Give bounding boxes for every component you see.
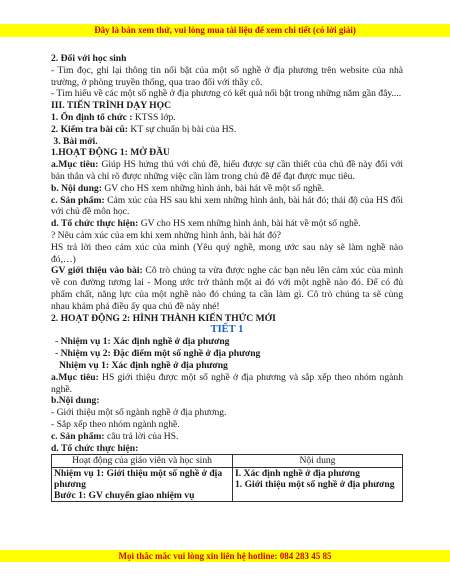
label: d. Tổ chức thực hiện:: [51, 218, 141, 230]
cell-line: Bước 1: GV chuyển giao nhiệm vụ: [54, 490, 195, 502]
paragraph: ? Nêu cảm xúc của em khi xem những hình ảnh, bài hát đó?: [51, 229, 282, 241]
paragraph: [51, 112, 403, 124]
activity-heading: 2. HOẠT ĐỘNG 2: HÌNH THÀNH KIẾN THỨC MỚI: [51, 312, 276, 324]
label: c. Sản phẩm:: [51, 430, 107, 442]
subheading: 3. Bài mới.: [51, 135, 98, 147]
label: b.Nội dung:: [51, 395, 100, 407]
table-header: Hoạt động của giáo viên và học sinh: [52, 455, 233, 467]
paragraph: [51, 124, 403, 136]
document-body: [51, 53, 403, 502]
text: Cảm xúc của HS sau khi xem những hình ảnh, bài hát đó; thái độ của HS đối với chủ đề môn học.: [51, 194, 403, 218]
label: 2. Kiểm tra bài cũ:: [51, 123, 131, 135]
task-item: - Nhiệm vụ 1: Xác định nghề ở địa phương: [55, 336, 230, 348]
table-cell: [233, 467, 403, 502]
section-heading: III. TIẾN TRÌNH DẠY HỌC: [51, 100, 172, 112]
preview-banner: Đây là bản xem thử, vui lòng mua tài liệu để xem chi tiết (có lời giải): [0, 24, 450, 37]
paragraph: [51, 372, 403, 396]
label: b. Nội dung:: [51, 182, 105, 194]
heading-students: 2. Đối với học sinh: [51, 53, 127, 64]
table-header: Nội dung: [233, 455, 403, 467]
paragraph: [51, 265, 403, 312]
activity-heading: 1.HOẠT ĐỘNG 1: MỞ ĐẦU: [51, 147, 170, 159]
paragraph: - Sắp xếp theo nhóm ngành nghề.: [51, 418, 180, 430]
paragraph: [51, 218, 403, 230]
table-header-row: [52, 455, 403, 467]
cell-line: Nhiệm vụ 1: Giới thiệu một số nghề ở địa phương: [54, 467, 223, 490]
paragraph: [51, 431, 403, 443]
table-cell: [52, 467, 233, 502]
task-heading: Nhiệm vụ 1: Xác định nghề ở địa phương: [59, 359, 228, 371]
text: KT sự chuẩn bị bài của HS.: [130, 123, 237, 135]
table-row: [52, 467, 403, 502]
paragraph: - Giới thiệu một số ngành nghề ở địa phương.: [51, 407, 227, 419]
label: GV giới thiệu vào bài:: [51, 265, 146, 277]
text: Cô trò chúng ta vừa được nghe các bạn nêu lên cảm xúc của mình về con đường tương lai - Mong ước trở thành một ai đó với một nghề nào đó. Để có đủ phẩm chất, năng lực của một nghề nào đó chúng ta cần làm gì. Cô trò chúng ta sẽ cùng nhau khám phá điều ấy qua chủ đề này nhé!: [51, 265, 403, 312]
text: GV cho HS xem những hình ảnh, bài hát về một số nghề.: [104, 182, 325, 194]
lesson-title: TIẾT 1: [210, 324, 244, 336]
paragraph: - Tìm đọc, ghi lại thông tin nổi bật của một số nghề ở địa phương trên website của nhà trường, ở phòng truyền thống, qua trao đổi với thầy cô.: [51, 64, 403, 88]
text: GV cho HS xem những hình ảnh, bài hát về một số nghề.: [140, 218, 361, 230]
label: a.Mục tiêu:: [51, 371, 103, 383]
text: KTSS lớp.: [134, 111, 176, 123]
activity-table: [51, 454, 403, 502]
text: câu trả lời của HS.: [106, 430, 179, 442]
label: 1. Ổn định tổ chức :: [51, 111, 135, 123]
cell-line: I. Xác định nghề ở địa phương: [235, 467, 360, 479]
cell-line: 1. Giới thiệu một số nghề ở địa phương: [235, 478, 395, 490]
task-item: - Nhiệm vụ 2: Đặc điểm một số nghề ở địa phương: [55, 348, 261, 360]
paragraph: [51, 195, 403, 219]
paragraph: [51, 159, 403, 183]
hotline-banner: Mọi thắc mắc vui lòng xin liên hệ hotline: 084 283 45 85: [0, 550, 450, 562]
text: Giúp HS hứng thú với chủ đề, hiểu được sự cần thiết của chủ đề này đối với bản thân và chỉ rõ được những việc cần làm trong chủ đề để đạt được mục tiêu.: [51, 159, 403, 182]
label: a.Mục tiêu:: [51, 159, 102, 171]
paragraph: [51, 183, 403, 195]
paragraph: - Tìm hiểu về các một số nghề ở địa phương có kết quả nổi bật trong những năm gần đây....: [51, 88, 402, 100]
paragraph: HS trả lời theo cảm xúc của mình (Yêu quý nghề, mong ước sau này sẽ làm nghề nào đó,…): [51, 241, 403, 265]
text: HS giới thiệu được một số nghề ở địa phương và sắp xếp theo nhóm ngành nghề.: [51, 371, 403, 395]
label: c. Sản phẩm:: [51, 194, 108, 206]
label: d. Tổ chức thực hiện:: [51, 442, 139, 454]
